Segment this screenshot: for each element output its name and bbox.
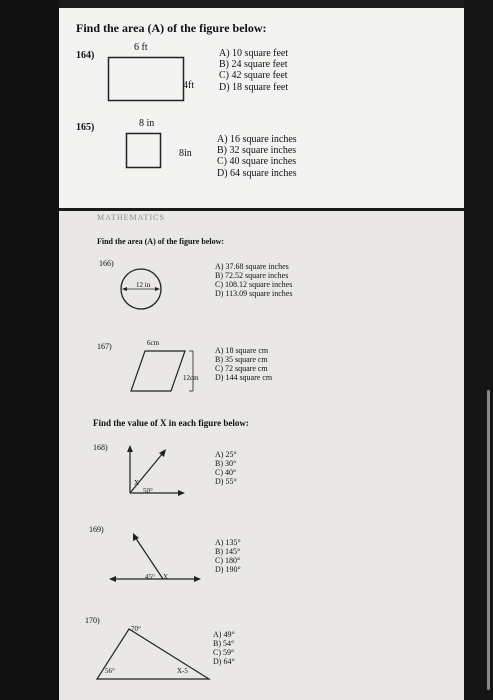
x-label-169: X	[163, 573, 169, 581]
left-background	[0, 0, 59, 700]
question-number-168: 168)	[93, 443, 108, 452]
width-label-164: 6 ft	[134, 42, 148, 53]
height-label-167: 12cm	[183, 374, 199, 382]
answer-choice: D) 113.09 square inches	[215, 288, 293, 298]
question-number-165: 165)	[76, 122, 95, 133]
answer-choices-164	[219, 48, 288, 93]
answer-choice: C) 108.12 square inches	[215, 279, 293, 289]
height-label-165: 8in	[179, 148, 192, 159]
circle-figure-166	[119, 267, 163, 311]
answer-choice: D) 64°	[213, 656, 235, 666]
answer-choice: A) 18 square cm	[215, 346, 269, 355]
question-number-167: 167)	[97, 342, 112, 351]
x-label-168: X	[134, 479, 140, 487]
answer-choice: A) 16 square inches	[217, 134, 297, 145]
page-heading: MATHEMATICS	[97, 213, 165, 222]
angle-figure-168	[121, 443, 191, 503]
worksheet-photo-bottom	[59, 211, 464, 700]
base-label-167: 6cm	[147, 339, 160, 347]
answer-choice: D) 18 square feet	[219, 81, 289, 93]
question-number-164: 164)	[76, 50, 95, 61]
square-figure-165	[125, 132, 163, 170]
answer-choice: B) 72.52 square inches	[215, 270, 289, 280]
diameter-label-166: 12 in	[136, 281, 151, 289]
section-header: Find the area (A) of the figure below:	[76, 21, 267, 35]
answer-choice: C) 42 square feet	[219, 70, 288, 82]
scrollbar[interactable]	[487, 390, 490, 690]
answer-choice: C) 72 square cm	[215, 363, 268, 373]
question-number-169: 169)	[89, 525, 104, 534]
triangle-figure-170	[89, 621, 219, 687]
answer-choice: B) 32 square inches	[217, 145, 297, 157]
left-angle-label-170: 56°	[105, 667, 115, 675]
answer-choice: D) 55°	[215, 476, 237, 486]
x-label-170: X-5	[177, 667, 188, 675]
answer-choices-170	[213, 631, 235, 667]
answer-choices-166	[215, 263, 292, 299]
section-header: Find the area (A) of the figure below:	[97, 237, 225, 246]
answer-choice: B) 24 square feet	[219, 59, 288, 71]
answer-choices-169	[215, 539, 241, 575]
section-header: Find the value of X in each figure below:	[93, 418, 249, 428]
top-angle-label-170: 70°	[131, 625, 141, 633]
angle-figure-169	[105, 529, 205, 589]
worksheet-photo-top	[59, 8, 464, 208]
answer-choice: B) 30°	[215, 458, 237, 468]
rectangle-figure-164	[107, 56, 187, 104]
answer-choice: D) 190°	[215, 564, 241, 574]
answer-choice: B) 145°	[215, 546, 241, 556]
answer-choice: C) 40°	[215, 467, 237, 477]
angle-label-169: 45°	[145, 573, 155, 581]
question-number-166: 166)	[99, 259, 114, 268]
answer-choice: C) 59°	[213, 647, 235, 657]
answer-choice: A) 135°	[215, 538, 241, 547]
answer-choice: A) 10 square feet	[219, 48, 289, 59]
answer-choice: A) 37.68 square inches	[215, 262, 289, 271]
answer-choice: D) 64 square inches	[217, 167, 297, 179]
answer-choices-165	[217, 134, 297, 179]
answer-choice: A) 25°	[215, 450, 237, 459]
question-number-170: 170)	[85, 616, 100, 625]
answer-choice: C) 40 square inches	[217, 156, 297, 168]
answer-choice: B) 35 square cm	[215, 354, 268, 364]
parallelogram-figure-167	[127, 347, 197, 397]
height-label-164: 4ft	[183, 80, 195, 91]
angle-label-168: 50°	[143, 487, 153, 495]
answer-choice: C) 180°	[215, 555, 241, 565]
answer-choice: D) 144 square cm	[215, 372, 273, 382]
answer-choice: A) 49°	[213, 630, 235, 639]
answer-choice: B) 54°	[213, 638, 235, 648]
width-label-165: 8 in	[139, 118, 155, 129]
answer-choices-168	[215, 451, 237, 487]
answer-choices-167	[215, 347, 272, 383]
